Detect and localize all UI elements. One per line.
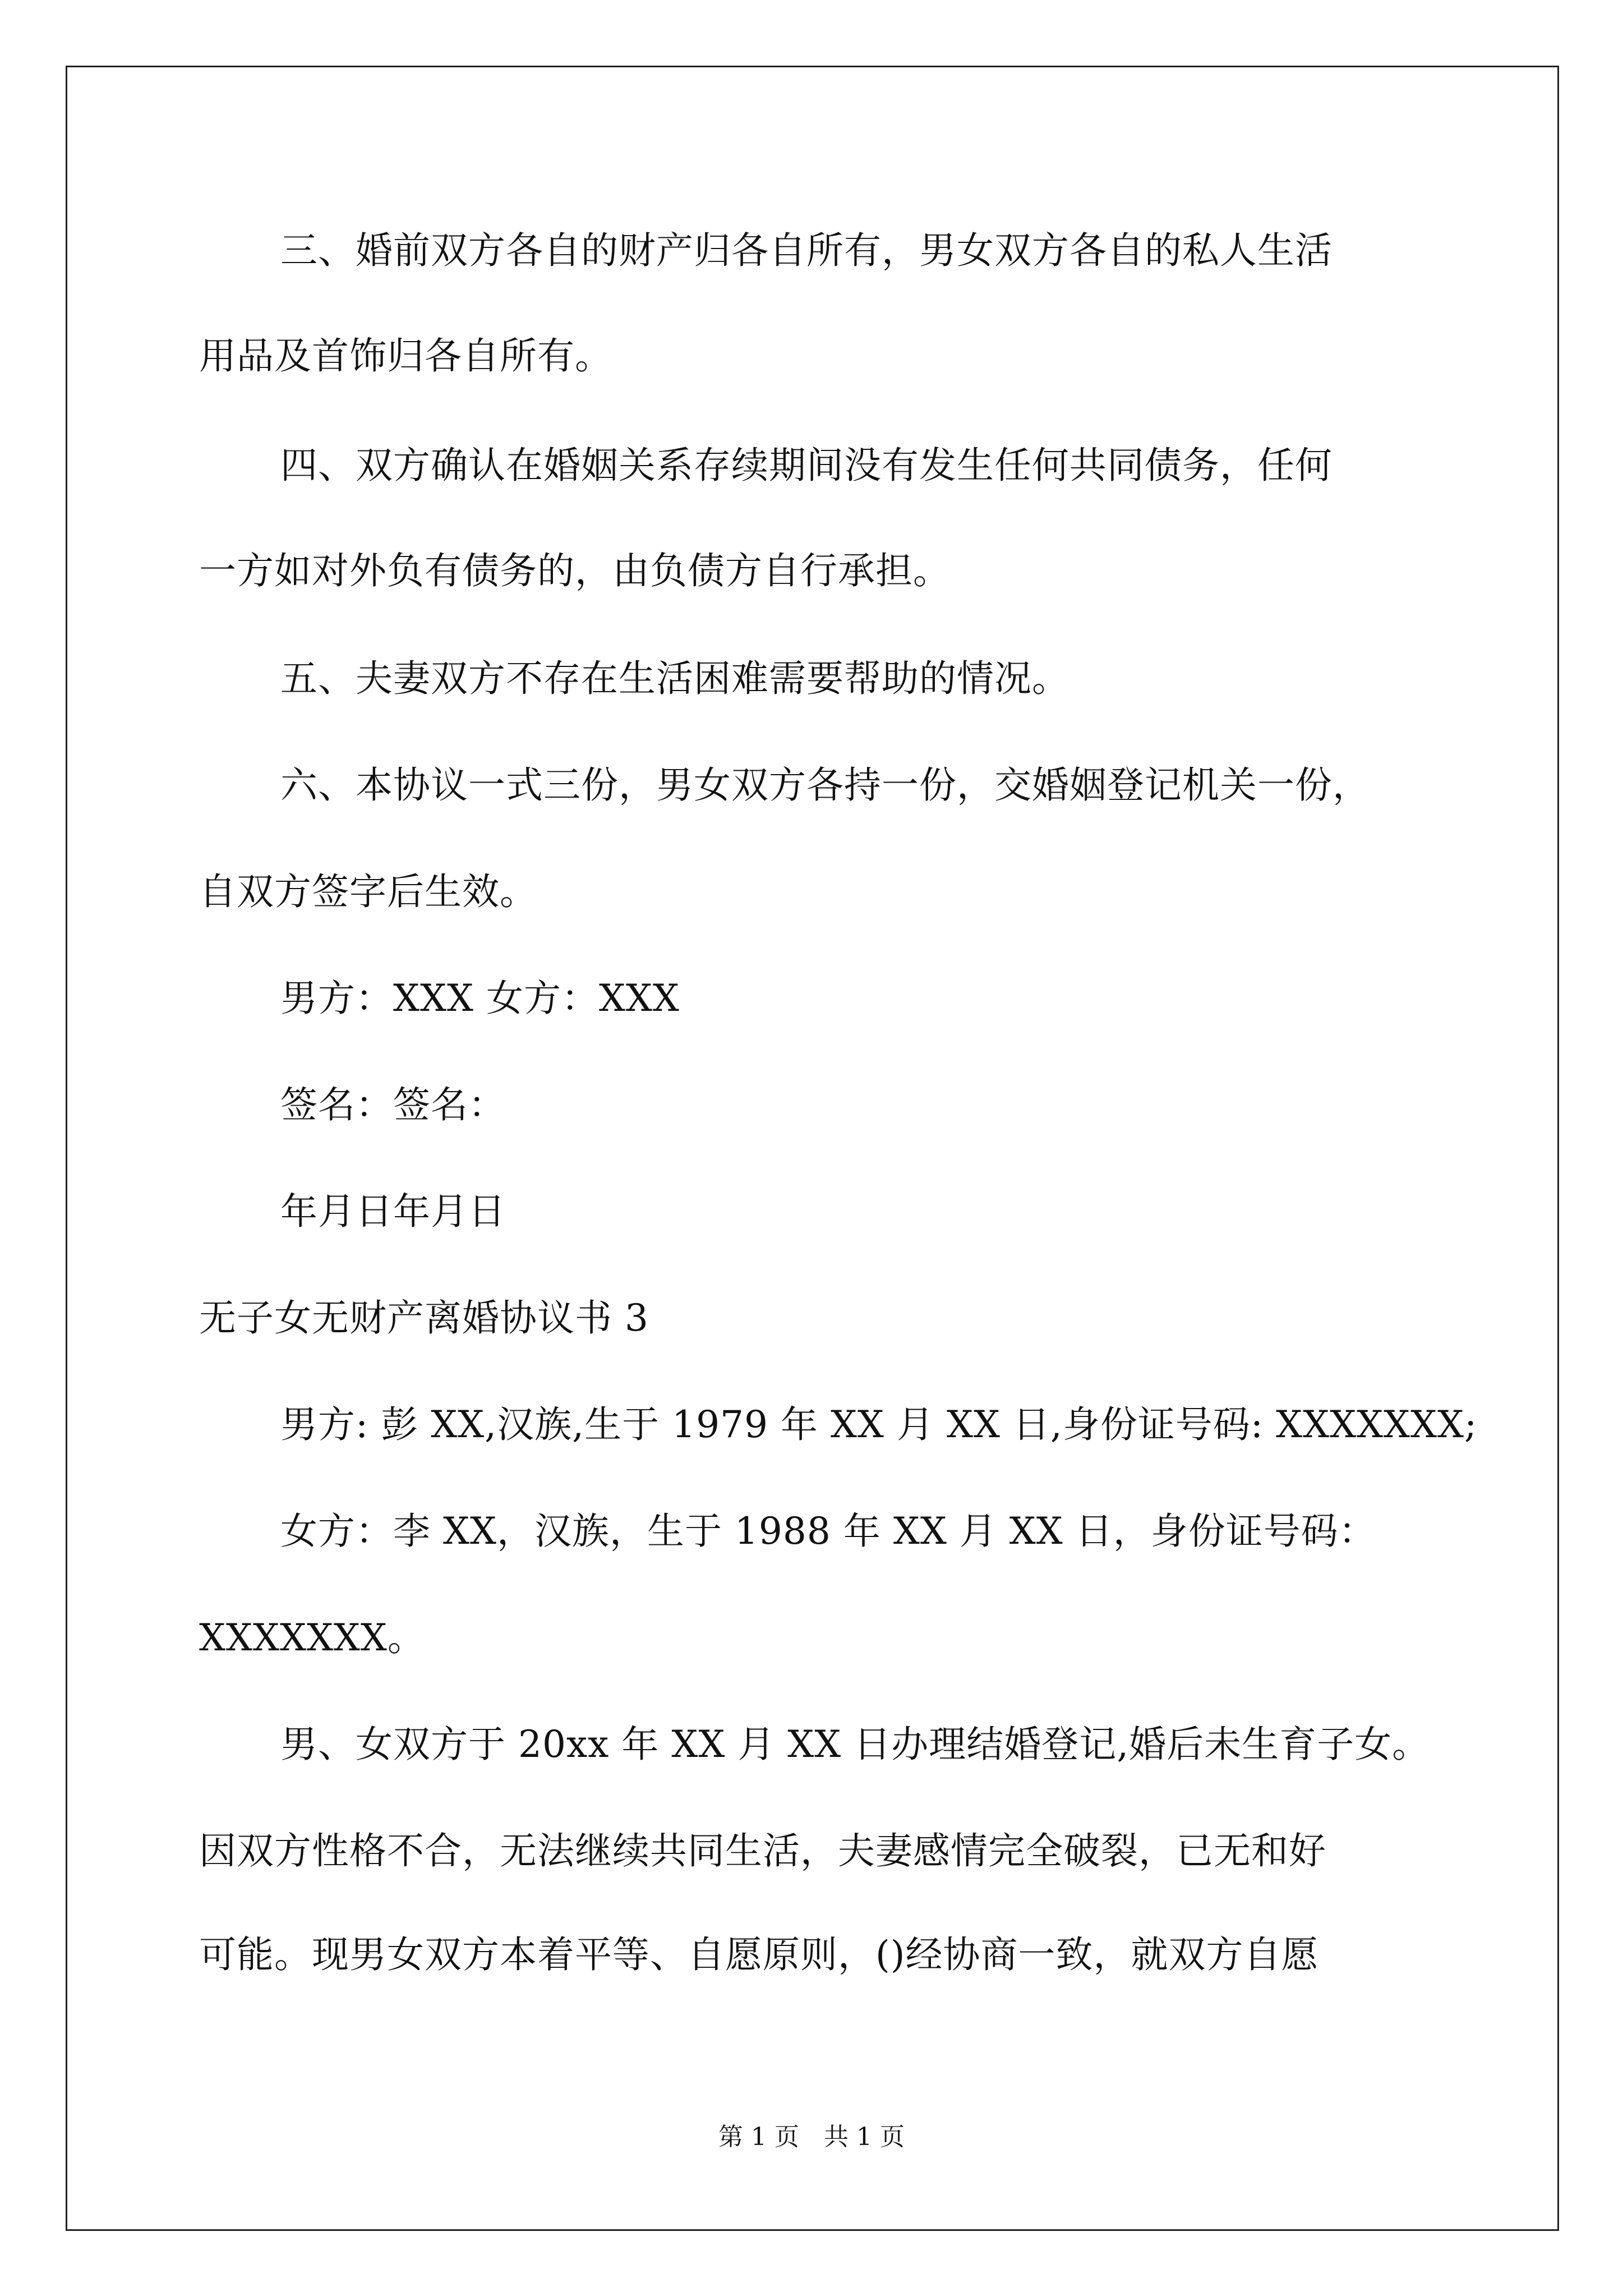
paragraph-line: 四、双方确认在婚姻关系存续期间没有发生任何共同债务，任何 [280,444,1332,487]
paragraph-line: 一方如对外负有债务的，由负债方自行承担。 [199,549,951,592]
paragraph-line: 可能。现男女双方本着平等、自愿原则，()经协商一致，就双方自愿 [199,1933,1319,1976]
paragraph-line: 签名：签名： [280,1083,506,1126]
paragraph-line: 自双方签字后生效。 [199,870,537,913]
section-heading: 无子女无财产离婚协议书 3 [199,1296,649,1340]
page-footer: 第 1 页 共 1 页 [718,2123,905,2151]
paragraph-line: 年月日年月日 [280,1190,506,1233]
paragraph-line: 男、女双方于 20xx 年 XX 月 XX 日办理结婚登记,婚后未生育子女。 [280,1723,1430,1766]
page-border [66,66,1559,2231]
paragraph-line: 三、婚前双方各自的财产归各自所有，男女双方各自的私人生活 [280,229,1332,272]
paragraph-line: 因双方性格不合，无法继续共同生活，夫妻感情完全破裂，已无和好 [199,1829,1326,1872]
paragraph-line: 男方: 彭 XX,汉族,生于 1979 年 XX 月 XX 日,身份证号码: XXXXXXX; [280,1403,1478,1446]
paragraph-line: 女方：李 XX，汉族，生于 1988 年 XX 月 XX 日，身份证号码： [280,1510,1376,1553]
paragraph-line: 用品及首饰归各自所有。 [199,334,612,378]
paragraph-line: 六、本协议一式三份，男女双方各持一份，交婚姻登记机关一份， [280,763,1370,807]
paragraph-line: 五、夫妻双方不存在生活困难需要帮助的情况。 [280,657,1069,700]
paragraph-line: XXXXXXX。 [199,1616,425,1659]
paragraph-line: 男方：XXX 女方：XXX [280,977,680,1020]
